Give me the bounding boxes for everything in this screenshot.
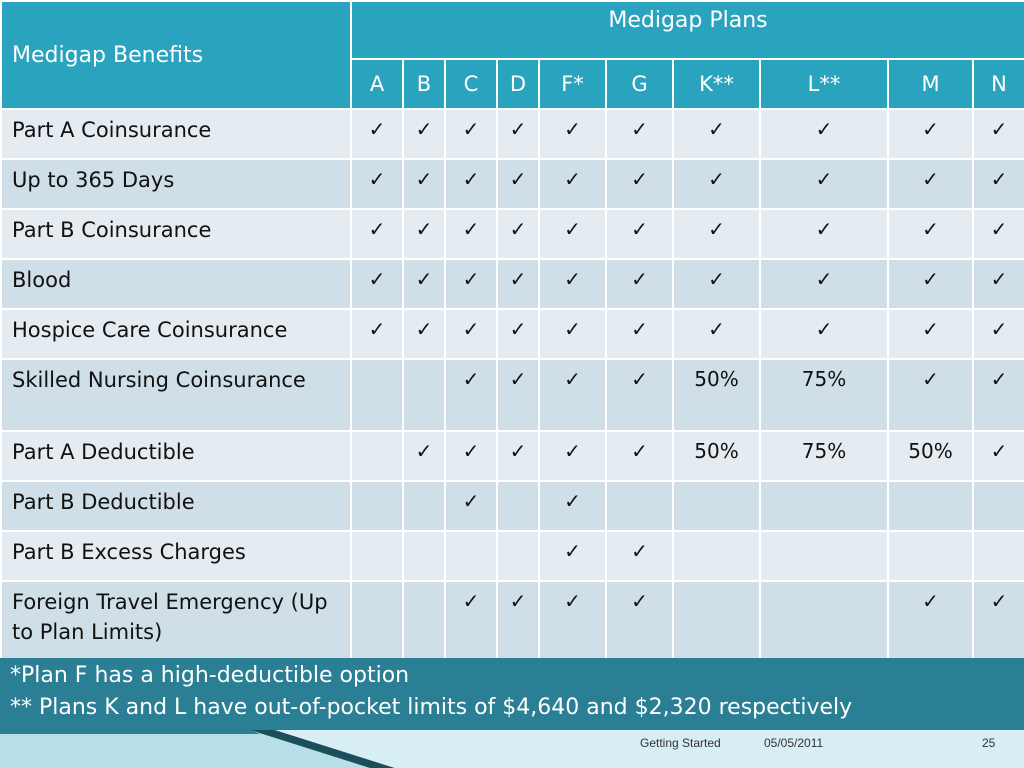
coverage-cell (760, 531, 888, 581)
coverage-cell (351, 481, 403, 531)
checkmark-icon: ✓ (445, 431, 497, 481)
checkmark-icon: ✓ (888, 159, 973, 209)
coverage-cell: 75% (760, 431, 888, 481)
benefit-label: Hospice Care Coinsurance (1, 309, 351, 359)
checkmark-icon: ✓ (973, 581, 1024, 659)
plan-header-cell: D (497, 59, 539, 109)
coverage-cell (351, 581, 403, 659)
benefit-label: Part B Deductible (1, 481, 351, 531)
checkmark-icon: ✓ (539, 159, 606, 209)
plan-header-cell: L** (760, 59, 888, 109)
checkmark-icon: ✓ (973, 309, 1024, 359)
checkmark-icon: ✓ (606, 159, 673, 209)
checkmark-icon: ✓ (445, 309, 497, 359)
checkmark-icon: ✓ (445, 109, 497, 159)
benefit-label: Foreign Travel Emergency (Up to Plan Limits) (1, 581, 351, 659)
benefit-label: Up to 365 Days (1, 159, 351, 209)
coverage-cell (888, 531, 973, 581)
footer-title: Getting Started (640, 736, 721, 750)
plan-header-cell: B (403, 59, 445, 109)
checkmark-icon: ✓ (497, 209, 539, 259)
checkmark-icon: ✓ (445, 159, 497, 209)
plan-header-cell: C (445, 59, 497, 109)
benefit-label: Part B Excess Charges (1, 531, 351, 581)
checkmark-icon: ✓ (606, 309, 673, 359)
checkmark-icon: ✓ (497, 109, 539, 159)
checkmark-icon: ✓ (539, 531, 606, 581)
checkmark-icon: ✓ (539, 259, 606, 309)
coverage-cell (760, 581, 888, 659)
checkmark-icon: ✓ (497, 159, 539, 209)
checkmark-icon: ✓ (539, 431, 606, 481)
checkmark-icon: ✓ (973, 431, 1024, 481)
checkmark-icon: ✓ (973, 109, 1024, 159)
coverage-cell (403, 531, 445, 581)
checkmark-icon: ✓ (606, 359, 673, 431)
checkmark-icon: ✓ (760, 159, 888, 209)
coverage-cell (973, 531, 1024, 581)
benefit-label: Part A Coinsurance (1, 109, 351, 159)
coverage-cell (973, 481, 1024, 531)
benefit-label: Part B Coinsurance (1, 209, 351, 259)
checkmark-icon: ✓ (445, 359, 497, 431)
coverage-cell (497, 531, 539, 581)
footnote-plan-f: *Plan F has a high-deductible option (10, 663, 410, 688)
checkmark-icon: ✓ (888, 259, 973, 309)
checkmark-icon: ✓ (497, 309, 539, 359)
coverage-cell (673, 531, 760, 581)
checkmark-icon: ✓ (888, 109, 973, 159)
plans-header: Medigap Plans (351, 1, 1024, 59)
checkmark-icon: ✓ (606, 581, 673, 659)
checkmark-icon: ✓ (403, 259, 445, 309)
coverage-cell (673, 581, 760, 659)
coverage-cell: 50% (673, 359, 760, 431)
footer-decoration (0, 730, 1024, 768)
checkmark-icon: ✓ (673, 309, 760, 359)
checkmark-icon: ✓ (539, 109, 606, 159)
footer-date: 05/05/2011 (764, 736, 824, 750)
benefit-label: Skilled Nursing Coinsurance (1, 359, 351, 431)
checkmark-icon: ✓ (497, 359, 539, 431)
checkmark-icon: ✓ (539, 309, 606, 359)
checkmark-icon: ✓ (403, 109, 445, 159)
benefits-header: Medigap Benefits (1, 1, 351, 109)
table-row (1, 159, 1024, 209)
footnote-plans-k-l: ** Plans K and L have out-of-pocket limits of $4,640 and $2,320 respectively (10, 695, 853, 720)
coverage-cell (673, 481, 760, 531)
table-row (1, 531, 1024, 581)
checkmark-icon: ✓ (539, 209, 606, 259)
checkmark-icon: ✓ (497, 259, 539, 309)
checkmark-icon: ✓ (760, 309, 888, 359)
checkmark-icon: ✓ (973, 259, 1024, 309)
checkmark-icon: ✓ (673, 159, 760, 209)
plan-header-cell: G (606, 59, 673, 109)
footnotes-band (0, 658, 1024, 730)
slide-footer (0, 730, 1024, 768)
table-row (1, 309, 1024, 359)
checkmark-icon: ✓ (445, 581, 497, 659)
coverage-cell (760, 481, 888, 531)
checkmark-icon: ✓ (888, 209, 973, 259)
plan-header-cell: A (351, 59, 403, 109)
checkmark-icon: ✓ (973, 209, 1024, 259)
table-body (1, 109, 1024, 659)
table-row (1, 431, 1024, 481)
checkmark-icon: ✓ (445, 259, 497, 309)
checkmark-icon: ✓ (760, 259, 888, 309)
checkmark-icon: ✓ (888, 581, 973, 659)
coverage-cell (497, 481, 539, 531)
checkmark-icon: ✓ (539, 481, 606, 531)
checkmark-icon: ✓ (351, 309, 403, 359)
footer-page-number: 25 (982, 736, 996, 750)
coverage-cell (351, 431, 403, 481)
checkmark-icon: ✓ (445, 481, 497, 531)
checkmark-icon: ✓ (403, 209, 445, 259)
table-row (1, 109, 1024, 159)
checkmark-icon: ✓ (673, 109, 760, 159)
checkmark-icon: ✓ (351, 159, 403, 209)
checkmark-icon: ✓ (973, 159, 1024, 209)
checkmark-icon: ✓ (973, 359, 1024, 431)
checkmark-icon: ✓ (606, 259, 673, 309)
checkmark-icon: ✓ (497, 431, 539, 481)
coverage-cell (403, 581, 445, 659)
coverage-cell (606, 481, 673, 531)
checkmark-icon: ✓ (606, 209, 673, 259)
plan-header-cell: M (888, 59, 973, 109)
plan-header-cell: F* (539, 59, 606, 109)
checkmark-icon: ✓ (606, 431, 673, 481)
coverage-cell (403, 359, 445, 431)
checkmark-icon: ✓ (888, 309, 973, 359)
checkmark-icon: ✓ (760, 109, 888, 159)
checkmark-icon: ✓ (539, 581, 606, 659)
checkmark-icon: ✓ (351, 209, 403, 259)
benefit-label: Blood (1, 259, 351, 309)
plan-header-cell: K** (673, 59, 760, 109)
coverage-cell (445, 531, 497, 581)
checkmark-icon: ✓ (497, 581, 539, 659)
plan-header-cell: N (973, 59, 1024, 109)
table-row (1, 259, 1024, 309)
checkmark-icon: ✓ (760, 209, 888, 259)
coverage-cell (351, 359, 403, 431)
coverage-cell: 50% (673, 431, 760, 481)
table-row (1, 209, 1024, 259)
checkmark-icon: ✓ (673, 259, 760, 309)
checkmark-icon: ✓ (403, 431, 445, 481)
checkmark-icon: ✓ (351, 109, 403, 159)
checkmark-icon: ✓ (539, 359, 606, 431)
checkmark-icon: ✓ (351, 259, 403, 309)
checkmark-icon: ✓ (673, 209, 760, 259)
table-row (1, 359, 1024, 431)
checkmark-icon: ✓ (403, 309, 445, 359)
benefit-label: Part A Deductible (1, 431, 351, 481)
coverage-cell (403, 481, 445, 531)
coverage-cell (888, 481, 973, 531)
checkmark-icon: ✓ (403, 159, 445, 209)
coverage-cell: 50% (888, 431, 973, 481)
checkmark-icon: ✓ (606, 531, 673, 581)
coverage-cell: 75% (760, 359, 888, 431)
checkmark-icon: ✓ (606, 109, 673, 159)
coverage-cell (351, 531, 403, 581)
checkmark-icon: ✓ (445, 209, 497, 259)
table-row (1, 481, 1024, 531)
table-row (1, 581, 1024, 659)
checkmark-icon: ✓ (888, 359, 973, 431)
